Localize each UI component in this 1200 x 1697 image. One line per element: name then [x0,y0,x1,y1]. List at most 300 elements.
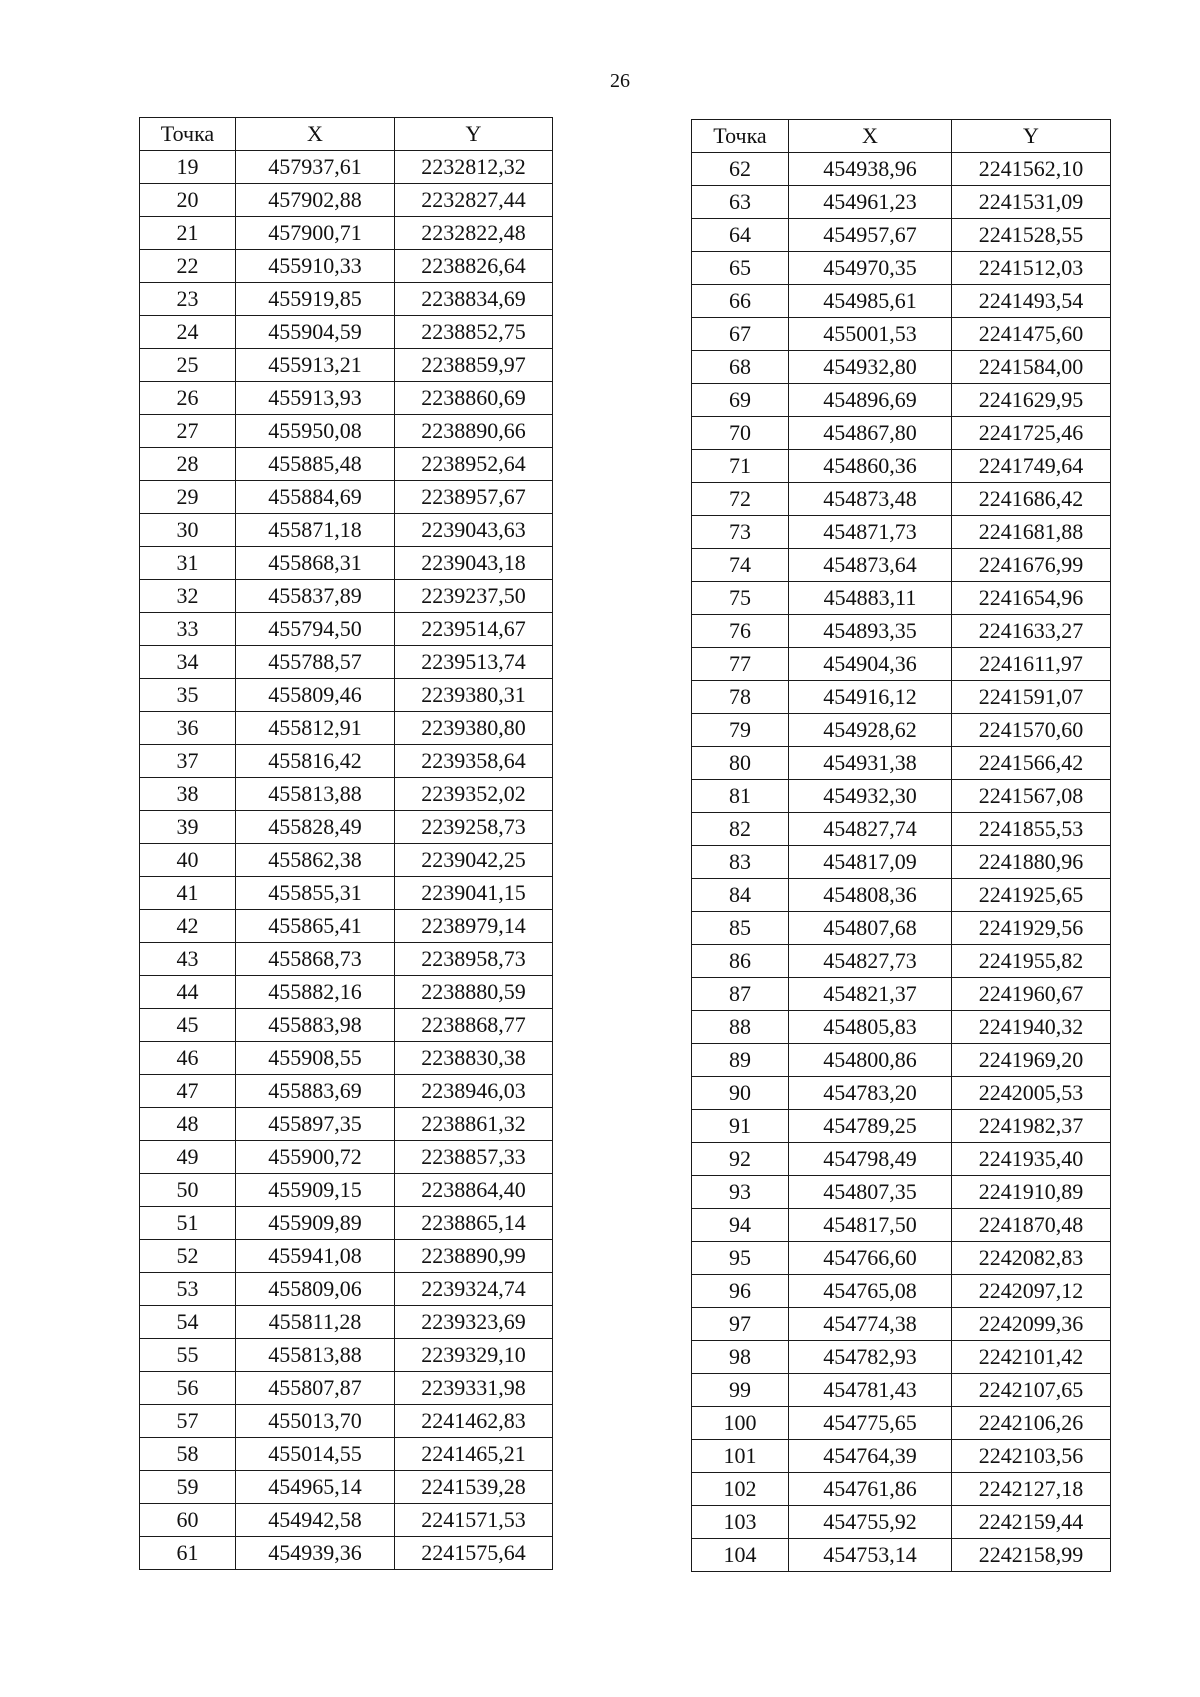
x-coordinate-cell: 455884,69 [236,481,395,514]
point-number-cell: 100 [692,1407,789,1440]
table-row [692,1011,1111,1044]
header-x: X [789,120,952,153]
table-row [140,811,553,844]
x-coordinate-cell: 454893,35 [789,615,952,648]
y-coordinate-cell: 2241475,60 [952,318,1111,351]
point-number-cell: 64 [692,219,789,252]
x-coordinate-cell: 455837,89 [236,580,395,613]
x-coordinate-cell: 455910,33 [236,250,395,283]
y-coordinate-cell: 2239043,63 [395,514,553,547]
table-row [140,1405,553,1438]
y-coordinate-cell: 2241562,10 [952,153,1111,186]
point-number-cell: 67 [692,318,789,351]
table-row [692,384,1111,417]
table-row [140,1240,553,1273]
point-number-cell: 91 [692,1110,789,1143]
x-coordinate-cell: 454928,62 [789,714,952,747]
table-row [692,417,1111,450]
x-coordinate-cell: 454961,23 [789,186,952,219]
x-coordinate-cell: 455807,87 [236,1372,395,1405]
point-number-cell: 48 [140,1108,236,1141]
table-row [692,1044,1111,1077]
y-coordinate-cell: 2241940,32 [952,1011,1111,1044]
x-coordinate-cell: 455809,46 [236,679,395,712]
y-coordinate-cell: 2239258,73 [395,811,553,844]
y-coordinate-cell: 2239331,98 [395,1372,553,1405]
y-coordinate-cell: 2238958,73 [395,943,553,976]
table-row [692,285,1111,318]
x-coordinate-cell: 455913,93 [236,382,395,415]
x-coordinate-cell: 454827,73 [789,945,952,978]
table-row [140,679,553,712]
y-coordinate-cell: 2241960,67 [952,978,1111,1011]
table-row [140,745,553,778]
y-coordinate-cell: 2238830,38 [395,1042,553,1075]
table-row [692,351,1111,384]
x-coordinate-cell: 454789,25 [789,1110,952,1143]
point-number-cell: 97 [692,1308,789,1341]
point-number-cell: 78 [692,681,789,714]
y-coordinate-cell: 2242099,36 [952,1308,1111,1341]
point-number-cell: 71 [692,450,789,483]
x-coordinate-cell: 457937,61 [236,151,395,184]
point-number-cell: 104 [692,1539,789,1572]
point-number-cell: 44 [140,976,236,1009]
y-coordinate-cell: 2241465,21 [395,1438,553,1471]
y-coordinate-cell: 2238868,77 [395,1009,553,1042]
table-row [140,646,553,679]
x-coordinate-cell: 454871,73 [789,516,952,549]
y-coordinate-cell: 2242082,83 [952,1242,1111,1275]
x-coordinate-cell: 455871,18 [236,514,395,547]
point-number-cell: 69 [692,384,789,417]
table-row [692,153,1111,186]
y-coordinate-cell: 2238864,40 [395,1174,553,1207]
point-number-cell: 40 [140,844,236,877]
table-row [140,1339,553,1372]
point-number-cell: 83 [692,846,789,879]
x-coordinate-cell: 455883,69 [236,1075,395,1108]
x-coordinate-cell: 455788,57 [236,646,395,679]
y-coordinate-cell: 2239042,25 [395,844,553,877]
x-coordinate-cell: 454873,64 [789,549,952,582]
point-number-cell: 60 [140,1504,236,1537]
x-coordinate-cell: 454873,48 [789,483,952,516]
x-coordinate-cell: 454782,93 [789,1341,952,1374]
y-coordinate-cell: 2241969,20 [952,1044,1111,1077]
x-coordinate-cell: 454821,37 [789,978,952,1011]
point-number-cell: 74 [692,549,789,582]
y-coordinate-cell: 2241629,95 [952,384,1111,417]
point-number-cell: 34 [140,646,236,679]
y-coordinate-cell: 2238857,33 [395,1141,553,1174]
point-number-cell: 33 [140,613,236,646]
x-coordinate-cell: 455794,50 [236,613,395,646]
point-number-cell: 86 [692,945,789,978]
point-number-cell: 75 [692,582,789,615]
y-coordinate-cell: 2242005,53 [952,1077,1111,1110]
point-number-cell: 39 [140,811,236,844]
y-coordinate-cell: 2232827,44 [395,184,553,217]
x-coordinate-cell: 454883,11 [789,582,952,615]
x-coordinate-cell: 454808,36 [789,879,952,912]
point-number-cell: 49 [140,1141,236,1174]
x-coordinate-cell: 454965,14 [236,1471,395,1504]
y-coordinate-cell: 2238865,14 [395,1207,553,1240]
point-number-cell: 90 [692,1077,789,1110]
y-coordinate-cell: 2238957,67 [395,481,553,514]
point-number-cell: 85 [692,912,789,945]
table-row [692,780,1111,813]
point-number-cell: 99 [692,1374,789,1407]
x-coordinate-cell: 455809,06 [236,1273,395,1306]
point-number-cell: 53 [140,1273,236,1306]
point-number-cell: 65 [692,252,789,285]
x-coordinate-cell: 454827,74 [789,813,952,846]
point-number-cell: 41 [140,877,236,910]
table-row [140,1306,553,1339]
table-row [692,1308,1111,1341]
y-coordinate-cell: 2242106,26 [952,1407,1111,1440]
y-coordinate-cell: 2241925,65 [952,879,1111,912]
y-coordinate-cell: 2241749,64 [952,450,1111,483]
x-coordinate-cell: 454896,69 [789,384,952,417]
x-coordinate-cell: 454942,58 [236,1504,395,1537]
x-coordinate-cell: 455862,38 [236,844,395,877]
x-coordinate-cell: 455909,15 [236,1174,395,1207]
point-number-cell: 26 [140,382,236,415]
x-coordinate-cell: 454957,67 [789,219,952,252]
x-coordinate-cell: 454932,30 [789,780,952,813]
table-row [140,1042,553,1075]
point-number-cell: 30 [140,514,236,547]
point-number-cell: 28 [140,448,236,481]
table-row [140,613,553,646]
table-row [692,1275,1111,1308]
y-coordinate-cell: 2241676,99 [952,549,1111,582]
point-number-cell: 89 [692,1044,789,1077]
y-coordinate-cell: 2241880,96 [952,846,1111,879]
point-number-cell: 94 [692,1209,789,1242]
table-row [140,1141,553,1174]
point-number-cell: 19 [140,151,236,184]
x-coordinate-cell: 455813,88 [236,1339,395,1372]
x-coordinate-cell: 454800,86 [789,1044,952,1077]
y-coordinate-cell: 2239323,69 [395,1306,553,1339]
table-row [140,1504,553,1537]
table-row [140,1438,553,1471]
x-coordinate-cell: 455919,85 [236,283,395,316]
table-row [140,580,553,613]
x-coordinate-cell: 454860,36 [789,450,952,483]
table-row [692,912,1111,945]
y-coordinate-cell: 2241633,27 [952,615,1111,648]
table-row [692,219,1111,252]
y-coordinate-cell: 2241725,46 [952,417,1111,450]
table-row [692,318,1111,351]
point-number-cell: 79 [692,714,789,747]
point-number-cell: 96 [692,1275,789,1308]
table-row [692,1440,1111,1473]
y-coordinate-cell: 2242097,12 [952,1275,1111,1308]
x-coordinate-cell: 454755,92 [789,1506,952,1539]
x-coordinate-cell: 455885,48 [236,448,395,481]
y-coordinate-cell: 2238852,75 [395,316,553,349]
table-row [140,1075,553,1108]
point-number-cell: 68 [692,351,789,384]
table-row [692,747,1111,780]
point-number-cell: 70 [692,417,789,450]
x-coordinate-cell: 455816,42 [236,745,395,778]
x-coordinate-cell: 457900,71 [236,217,395,250]
table-row [140,250,553,283]
point-number-cell: 103 [692,1506,789,1539]
table-row [140,976,553,1009]
table-row [140,1108,553,1141]
x-coordinate-cell: 455909,89 [236,1207,395,1240]
point-number-cell: 102 [692,1473,789,1506]
table-row [692,1407,1111,1440]
table-row [692,648,1111,681]
point-number-cell: 31 [140,547,236,580]
point-number-cell: 88 [692,1011,789,1044]
y-coordinate-cell: 2241571,53 [395,1504,553,1537]
table-row [140,844,553,877]
x-coordinate-cell: 455913,21 [236,349,395,382]
y-coordinate-cell: 2239380,80 [395,712,553,745]
point-number-cell: 59 [140,1471,236,1504]
x-coordinate-cell: 455868,73 [236,943,395,976]
y-coordinate-cell: 2241570,60 [952,714,1111,747]
x-coordinate-cell: 455897,35 [236,1108,395,1141]
x-coordinate-cell: 454765,08 [789,1275,952,1308]
x-coordinate-cell: 457902,88 [236,184,395,217]
point-number-cell: 25 [140,349,236,382]
table-row [692,1077,1111,1110]
x-coordinate-cell: 454807,35 [789,1176,952,1209]
table-row [692,1341,1111,1374]
table-row [140,547,553,580]
point-number-cell: 61 [140,1537,236,1570]
point-number-cell: 46 [140,1042,236,1075]
point-number-cell: 101 [692,1440,789,1473]
header-y: Y [952,120,1111,153]
table-row [692,549,1111,582]
table-row [140,415,553,448]
y-coordinate-cell: 2241955,82 [952,945,1111,978]
y-coordinate-cell: 2241584,00 [952,351,1111,384]
x-coordinate-cell: 454783,20 [789,1077,952,1110]
y-coordinate-cell: 2239352,02 [395,778,553,811]
table-row [692,1539,1111,1572]
table-row [692,978,1111,1011]
point-number-cell: 21 [140,217,236,250]
x-coordinate-cell: 454753,14 [789,1539,952,1572]
point-number-cell: 43 [140,943,236,976]
x-coordinate-cell: 454805,83 [789,1011,952,1044]
y-coordinate-cell: 2238861,32 [395,1108,553,1141]
y-coordinate-cell: 2232822,48 [395,217,553,250]
x-coordinate-cell: 455813,88 [236,778,395,811]
y-coordinate-cell: 2241982,37 [952,1110,1111,1143]
y-coordinate-cell: 2241591,07 [952,681,1111,714]
table-row [692,252,1111,285]
table-row [140,778,553,811]
y-coordinate-cell: 2241567,08 [952,780,1111,813]
x-coordinate-cell: 455865,41 [236,910,395,943]
x-coordinate-cell: 455882,16 [236,976,395,1009]
point-number-cell: 35 [140,679,236,712]
x-coordinate-cell: 454938,96 [789,153,952,186]
y-coordinate-cell: 2239380,31 [395,679,553,712]
x-coordinate-cell: 455868,31 [236,547,395,580]
point-number-cell: 45 [140,1009,236,1042]
table-header-row [140,118,553,151]
y-coordinate-cell: 2241611,97 [952,648,1111,681]
x-coordinate-cell: 455812,91 [236,712,395,745]
x-coordinate-cell: 454867,80 [789,417,952,450]
table-row [140,1207,553,1240]
table-row [140,151,553,184]
point-number-cell: 29 [140,481,236,514]
y-coordinate-cell: 2241566,42 [952,747,1111,780]
x-coordinate-cell: 454798,49 [789,1143,952,1176]
y-coordinate-cell: 2242159,44 [952,1506,1111,1539]
table-row [692,714,1111,747]
point-number-cell: 95 [692,1242,789,1275]
table-row [692,483,1111,516]
y-coordinate-cell: 2239358,64 [395,745,553,778]
y-coordinate-cell: 2239041,15 [395,877,553,910]
x-coordinate-cell: 455001,53 [789,318,952,351]
y-coordinate-cell: 2241929,56 [952,912,1111,945]
point-number-cell: 62 [692,153,789,186]
x-coordinate-cell: 454939,36 [236,1537,395,1570]
table-row [140,1471,553,1504]
table-row [140,316,553,349]
point-number-cell: 92 [692,1143,789,1176]
y-coordinate-cell: 2241575,64 [395,1537,553,1570]
y-coordinate-cell: 2241681,88 [952,516,1111,549]
table-row [140,382,553,415]
y-coordinate-cell: 2241910,89 [952,1176,1111,1209]
table-row [692,186,1111,219]
point-number-cell: 81 [692,780,789,813]
table-row [140,283,553,316]
x-coordinate-cell: 455828,49 [236,811,395,844]
table-row [692,813,1111,846]
point-number-cell: 23 [140,283,236,316]
table-row [140,481,553,514]
table-row [692,1110,1111,1143]
point-number-cell: 47 [140,1075,236,1108]
point-number-cell: 57 [140,1405,236,1438]
y-coordinate-cell: 2242158,99 [952,1539,1111,1572]
table-row [692,582,1111,615]
y-coordinate-cell: 2238952,64 [395,448,553,481]
table-row [140,1174,553,1207]
x-coordinate-cell: 455941,08 [236,1240,395,1273]
table-row [692,681,1111,714]
x-coordinate-cell: 454774,38 [789,1308,952,1341]
page-number: 26 [610,70,630,92]
table-row [692,516,1111,549]
point-number-cell: 32 [140,580,236,613]
x-coordinate-cell: 454761,86 [789,1473,952,1506]
point-number-cell: 80 [692,747,789,780]
x-coordinate-cell: 454764,39 [789,1440,952,1473]
y-coordinate-cell: 2242101,42 [952,1341,1111,1374]
y-coordinate-cell: 2241539,28 [395,1471,553,1504]
y-coordinate-cell: 2242107,65 [952,1374,1111,1407]
coordinates-table-right [691,119,1111,1572]
y-coordinate-cell: 2238860,69 [395,382,553,415]
x-coordinate-cell: 454931,38 [789,747,952,780]
point-number-cell: 20 [140,184,236,217]
x-coordinate-cell: 455811,28 [236,1306,395,1339]
table-row [692,945,1111,978]
x-coordinate-cell: 454817,09 [789,846,952,879]
point-number-cell: 54 [140,1306,236,1339]
point-number-cell: 84 [692,879,789,912]
table-row [140,910,553,943]
y-coordinate-cell: 2238859,97 [395,349,553,382]
y-coordinate-cell: 2241493,54 [952,285,1111,318]
y-coordinate-cell: 2241870,48 [952,1209,1111,1242]
y-coordinate-cell: 2239514,67 [395,613,553,646]
point-number-cell: 51 [140,1207,236,1240]
point-number-cell: 93 [692,1176,789,1209]
y-coordinate-cell: 2238979,14 [395,910,553,943]
table-row [140,943,553,976]
y-coordinate-cell: 2239329,10 [395,1339,553,1372]
x-coordinate-cell: 454932,80 [789,351,952,384]
x-coordinate-cell: 455900,72 [236,1141,395,1174]
point-number-cell: 27 [140,415,236,448]
y-coordinate-cell: 2241855,53 [952,813,1111,846]
y-coordinate-cell: 2238826,64 [395,250,553,283]
point-number-cell: 73 [692,516,789,549]
point-number-cell: 76 [692,615,789,648]
y-coordinate-cell: 2241531,09 [952,186,1111,219]
table-row [140,877,553,910]
header-point: Точка [140,118,236,151]
point-number-cell: 63 [692,186,789,219]
x-coordinate-cell: 454781,43 [789,1374,952,1407]
table-row [692,615,1111,648]
table-row [692,1176,1111,1209]
table-row [140,712,553,745]
table-row [692,1209,1111,1242]
table-row [140,349,553,382]
point-number-cell: 87 [692,978,789,1011]
point-number-cell: 22 [140,250,236,283]
y-coordinate-cell: 2241512,03 [952,252,1111,285]
y-coordinate-cell: 2238834,69 [395,283,553,316]
x-coordinate-cell: 454817,50 [789,1209,952,1242]
point-number-cell: 52 [140,1240,236,1273]
x-coordinate-cell: 454775,65 [789,1407,952,1440]
x-coordinate-cell: 454766,60 [789,1242,952,1275]
y-coordinate-cell: 2241686,42 [952,483,1111,516]
y-coordinate-cell: 2242103,56 [952,1440,1111,1473]
point-number-cell: 37 [140,745,236,778]
point-number-cell: 42 [140,910,236,943]
x-coordinate-cell: 455855,31 [236,877,395,910]
table-row [140,1273,553,1306]
y-coordinate-cell: 2239237,50 [395,580,553,613]
table-row [140,217,553,250]
